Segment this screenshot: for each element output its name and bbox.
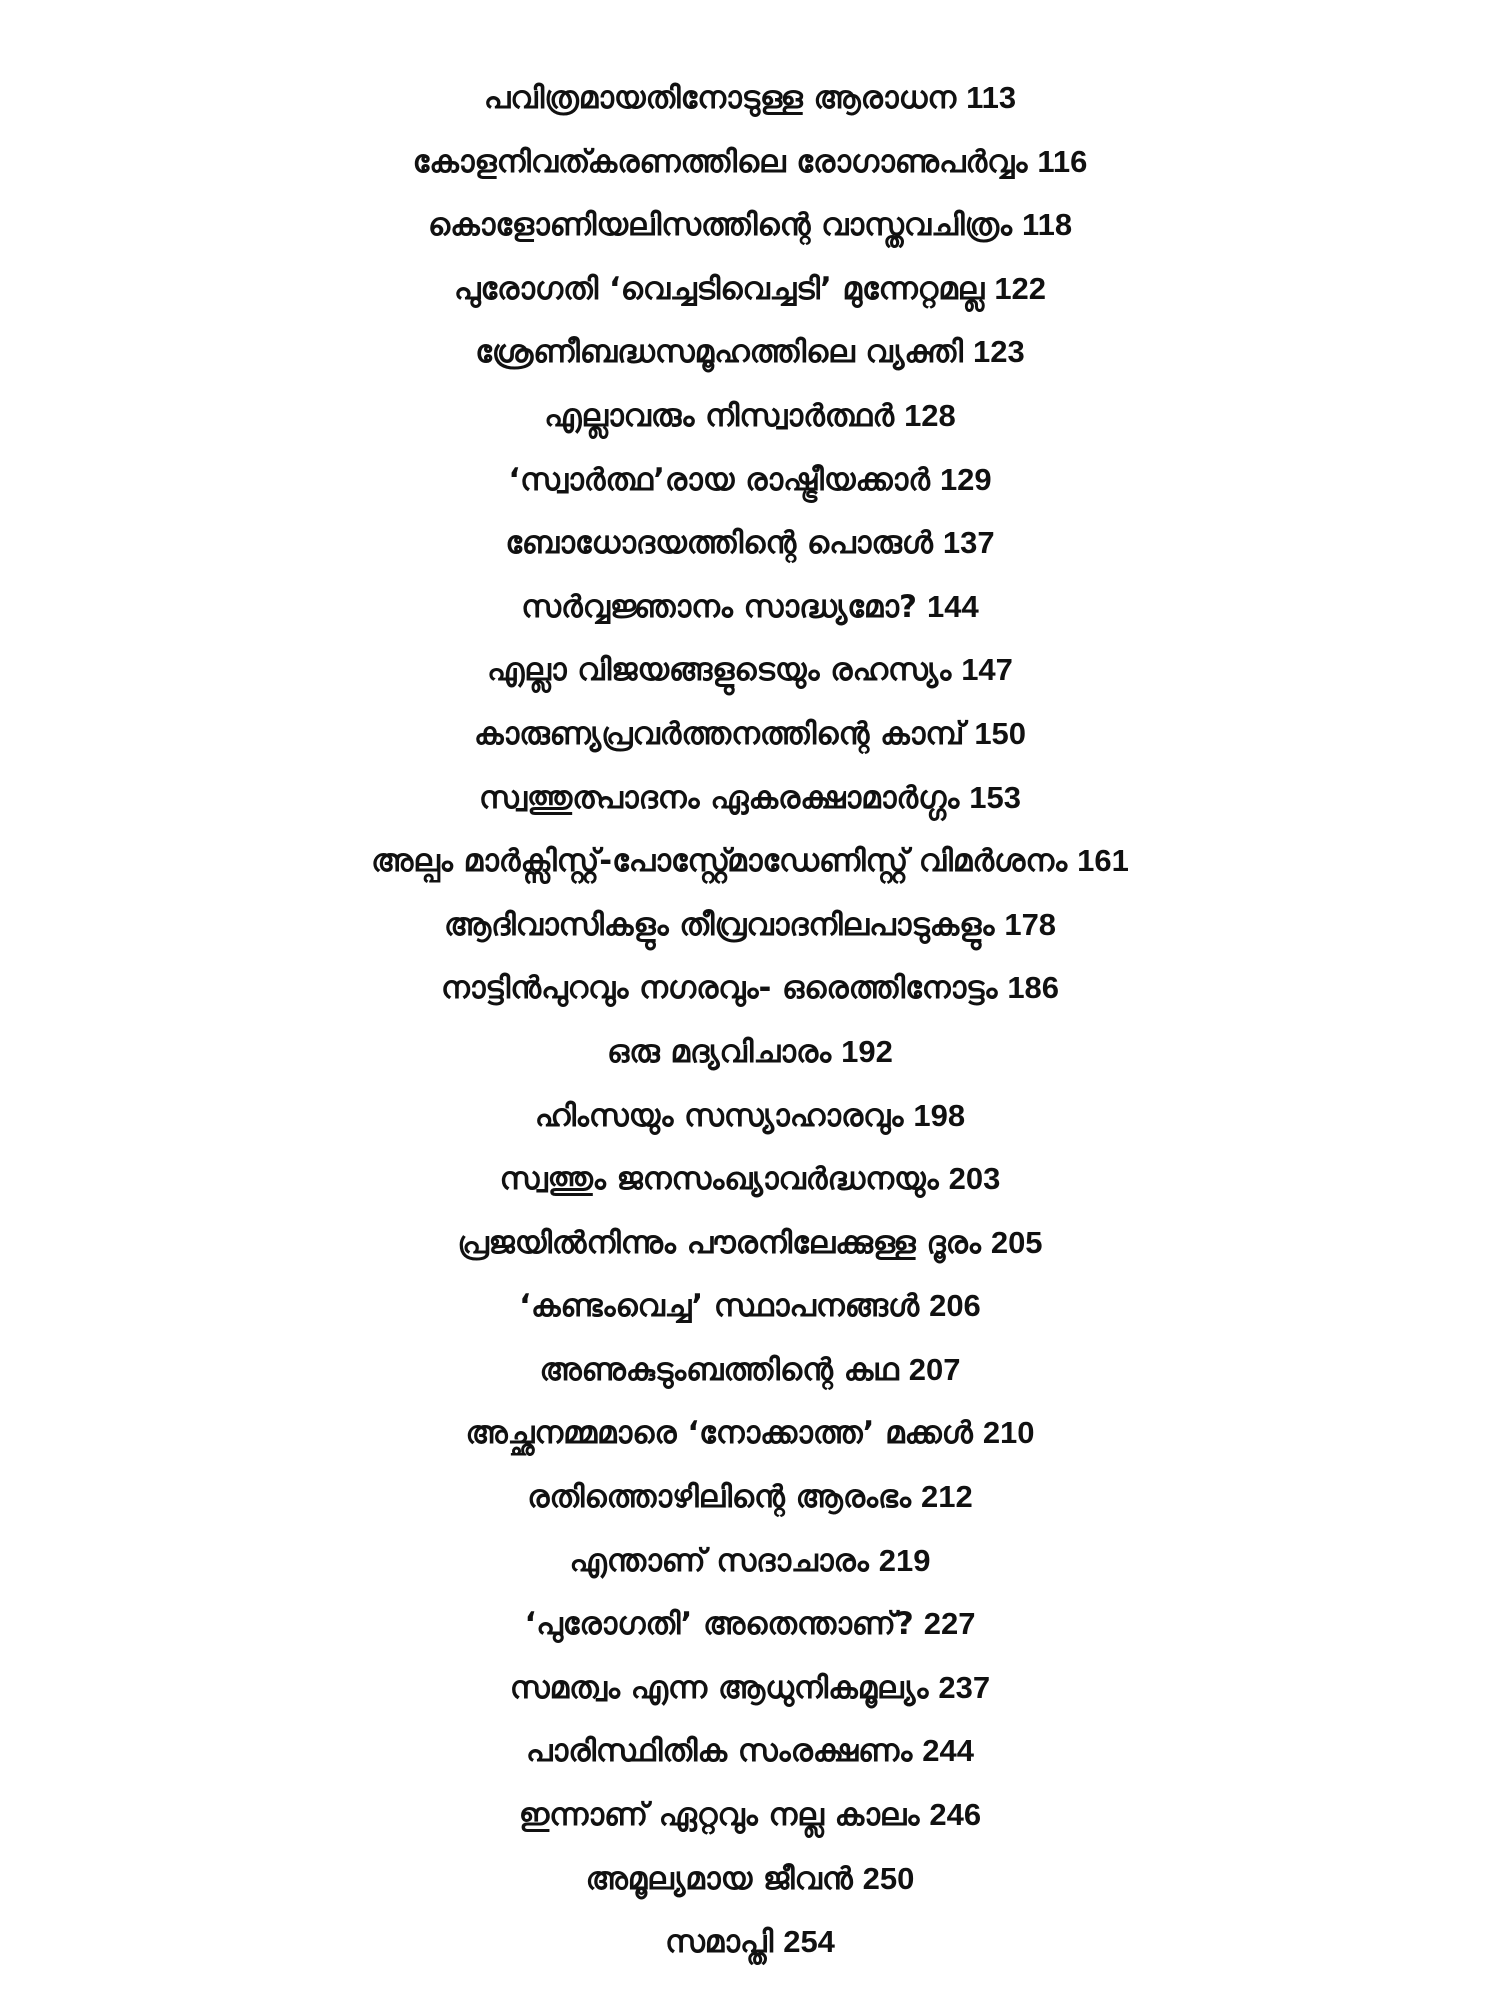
toc-entry-page-number: 153 — [969, 779, 1022, 815]
toc-entry — [0, 1338, 1500, 1402]
toc-entry-page-number: 116 — [1037, 143, 1088, 179]
toc-entry-title: ശ്രേണീബദ്ധസമൂഹത്തിലെ വ്യക്തി — [475, 334, 964, 371]
toc-entry — [0, 1020, 1500, 1084]
toc-entry-title: പുരോഗതി ‘വെച്ചടിവെച്ചടി’ മുന്നേറ്റമല്ല — [453, 270, 985, 307]
toc-entry-page-number: 137 — [942, 525, 995, 561]
toc-entry-page-number: 205 — [990, 1224, 1043, 1260]
toc-entry — [0, 1529, 1500, 1593]
toc-entry-title: നാട്ടിൻപുറവും നഗരവും- ഒരെത്തിനോട്ടം — [440, 970, 998, 1007]
toc-entry-title: അണുകുടുംബത്തിന്റെ കഥ — [539, 1351, 899, 1388]
toc-entry — [0, 1147, 1500, 1211]
toc-entry-page-number: 129 — [939, 461, 992, 497]
toc-entry-title: എന്താണ് സദാചാരം — [569, 1542, 869, 1579]
toc-entry-title: ‘സ്വാർത്ഥ’രായ രാഷ്ട്രീയക്കാർ — [508, 461, 930, 498]
toc-entry — [0, 1847, 1500, 1911]
toc-entry-title: സ്വത്തുത്പാദനം ഏകരക്ഷാമാർഗ്ഗം — [478, 779, 960, 816]
toc-entry — [0, 448, 1500, 512]
toc-entry — [0, 257, 1500, 321]
toc-entry — [0, 1592, 1500, 1656]
toc-entry — [0, 320, 1500, 384]
toc-entry — [0, 1783, 1500, 1847]
toc-entry — [0, 1656, 1500, 1720]
table-of-contents — [0, 66, 1500, 1974]
toc-entry-page-number: 212 — [921, 1479, 973, 1515]
toc-entry-title: കാരുണ്യപ്രവർത്തനത്തിന്റെ കാമ്പ് — [473, 715, 965, 752]
toc-entry-title: ഒരു മദ്യവിചാരം — [607, 1033, 832, 1070]
toc-entry-page-number: 237 — [938, 1669, 991, 1705]
toc-entry-title: രതിത്തൊഴിലിന്റെ ആരംഭം — [527, 1479, 911, 1516]
toc-entry-title: അല്പം മാർക്സിസ്റ്റ്-പോസ്റ്റ്മോഡേണിസ്റ്റ് വിമർശനം — [371, 843, 1068, 880]
toc-entry-page-number: 161 — [1077, 843, 1129, 879]
toc-entry-page-number: 207 — [908, 1351, 961, 1387]
toc-entry-page-number: 118 — [1022, 207, 1073, 243]
toc-entry-page-number: 244 — [922, 1733, 974, 1769]
toc-entry-page-number: 227 — [923, 1606, 976, 1642]
toc-entry — [0, 511, 1500, 575]
toc-entry-title: സർവ്വജ്ഞാനം സാദ്ധ്യമോ? — [521, 588, 917, 625]
toc-entry — [0, 638, 1500, 702]
toc-entry-title: ഹിംസയും സസ്യാഹാരവും — [534, 1097, 904, 1134]
toc-entry-title: എല്ലാവരും നിസ്വാർത്ഥർ — [544, 397, 895, 434]
toc-entry — [0, 384, 1500, 448]
toc-entry-title: കോളനിവത്കരണത്തിലെ രോഗാണുപർവ്വം — [412, 143, 1028, 180]
toc-entry — [0, 575, 1500, 639]
toc-entry-page-number: 123 — [973, 334, 1025, 370]
toc-entry-page-number: 178 — [1004, 906, 1057, 942]
toc-entry-page-number: 210 — [982, 1415, 1035, 1451]
toc-entry — [0, 702, 1500, 766]
toc-entry-title: ഇന്നാണ് ഏറ്റവും നല്ല കാലം — [518, 1797, 920, 1834]
toc-entry-page-number: 186 — [1007, 970, 1060, 1006]
toc-entry — [0, 766, 1500, 830]
toc-entry-title: ആദിവാസികളും തീവ്രവാദനിലപാടുകളും — [443, 906, 995, 943]
toc-entry-page-number: 147 — [961, 652, 1013, 688]
toc-entry — [0, 1084, 1500, 1148]
toc-entry-page-number: 144 — [926, 588, 979, 624]
toc-entry — [0, 893, 1500, 957]
toc-entry-page-number: 246 — [929, 1797, 982, 1833]
toc-entry-page-number: 250 — [862, 1860, 915, 1896]
toc-entry-title: കൊളോണിയലിസത്തിന്റെ വാസ്തവചിത്രം — [427, 207, 1013, 244]
toc-entry — [0, 1910, 1500, 1974]
toc-entry-page-number: 198 — [913, 1097, 966, 1133]
toc-entry-page-number: 192 — [841, 1033, 893, 1069]
toc-entry — [0, 1719, 1500, 1783]
toc-entry-title: സമാപ്തി — [665, 1924, 774, 1961]
toc-entry-title: പ്രജയിൽനിന്നും പൗരനിലേക്കുള്ള ദൂരം — [457, 1224, 981, 1261]
toc-entry — [0, 1274, 1500, 1338]
toc-entry — [0, 829, 1500, 893]
toc-entry-page-number: 219 — [878, 1542, 931, 1578]
toc-entry-title: പാരിസ്ഥിതിക സംരക്ഷണം — [526, 1733, 913, 1770]
toc-entry-page-number: 122 — [994, 270, 1047, 306]
toc-entry-title: ‘പുരോഗതി’ അതെന്താണ്? — [524, 1606, 914, 1643]
toc-entry-page-number: 150 — [974, 715, 1027, 751]
toc-entry-title: ബോധോദയത്തിന്റെ പൊരുൾ — [505, 525, 933, 562]
toc-entry-page-number: 128 — [904, 397, 956, 433]
toc-entry — [0, 956, 1500, 1020]
toc-entry-title: സ്വത്തും ജനസംഖ്യാവർദ്ധനയും — [499, 1161, 939, 1198]
toc-entry — [0, 1465, 1500, 1529]
toc-entry — [0, 1401, 1500, 1465]
toc-entry — [0, 130, 1500, 194]
toc-entry-title: ‘കണ്ടംവെച്ച’ സ്ഥാപനങ്ങൾ — [519, 1288, 920, 1325]
toc-entry-title: പവിത്രമായതിനോടുള്ള ആരാധന — [483, 80, 957, 116]
toc-entry — [0, 66, 1500, 130]
toc-entry-page-number: 254 — [783, 1924, 835, 1960]
toc-entry-title: അമൂല്യമായ ജീവൻ — [585, 1860, 853, 1897]
toc-entry-title: സമത്വം എന്ന ആധുനികമൂല്യം — [509, 1669, 929, 1706]
toc-entry-page-number: 113 — [966, 80, 1017, 115]
toc-entry-page-number: 206 — [929, 1288, 981, 1324]
toc-entry-title: എല്ലാ വിജയങ്ങളുടെയും രഹസ്യം — [487, 652, 952, 689]
toc-entry-page-number: 203 — [948, 1161, 1001, 1197]
toc-entry — [0, 193, 1500, 257]
toc-entry — [0, 1211, 1500, 1275]
toc-entry-title: അച്ഛനമ്മമാരെ ‘നോക്കാത്ത’ മക്കൾ — [465, 1415, 973, 1452]
